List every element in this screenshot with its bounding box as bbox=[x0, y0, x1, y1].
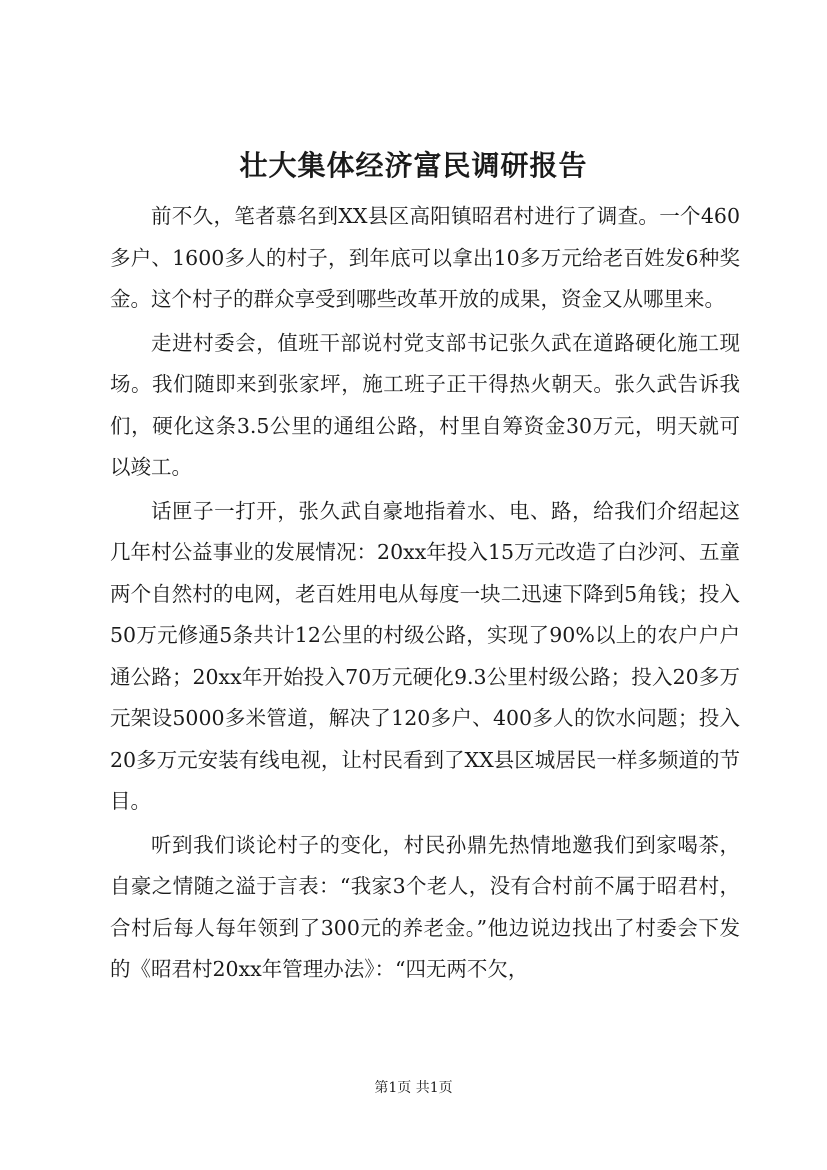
paragraph-4: 听到我们谈论村子的变化，村民孙鼎先热情地邀我们到家喝茶，自豪之情随之溢于言表：“我家3个老人，没有合村前不属于昭君村，合村后每人每年领到了300元的养老金。”他边说边找出了村委会下发的《昭君村20xx年管理办法》：“四无两不欠， bbox=[110, 832, 740, 981]
page-footer bbox=[0, 1078, 827, 1098]
paragraph-1: 前不久，笔者慕名到XX县区高阳镇昭君村进行了调查。一个460多户、1600多人的村子，到年底可以拿出10多万元给老百姓发6种奖金。这个村子的群众享受到哪些改革开放的成果，资金又从哪里来。 bbox=[110, 204, 740, 311]
paragraph-2: 走进村委会，值班干部说村党支部书记张久武在道路硬化施工现场。我们随即来到张家坪，施工班子正干得热火朝天。张久武告诉我们，硬化这条3.5公里的通组公路，村里自筹资金30万元，明天就可以竣工。 bbox=[110, 330, 740, 479]
page-number-label: 第1页 共1页 bbox=[374, 1080, 453, 1096]
paragraph-3: 话匣子一打开，张久武自豪地指着水、电、路，给我们介绍起这几年村公益事业的发展情况：20xx年投入15万元改造了白沙河、五童两个自然村的电网，老百姓用电从每度一块二迅速下降到5角钱；投入50万元修通5条共计12公里的村级公路，实现了90%以上的农户户户通公路；20xx年开始投入70万元硬化9.3公里村级公路；投入20多万元架设5000多米管道，解决了120多户、400多人的饮水问题；投入20多万元安装有线电视，让村民看到了XX县区城居民一样多频道的节目。 bbox=[110, 498, 740, 813]
document-title: 壮大集体经济富民调研报告 bbox=[239, 149, 588, 182]
document-body bbox=[110, 196, 740, 993]
